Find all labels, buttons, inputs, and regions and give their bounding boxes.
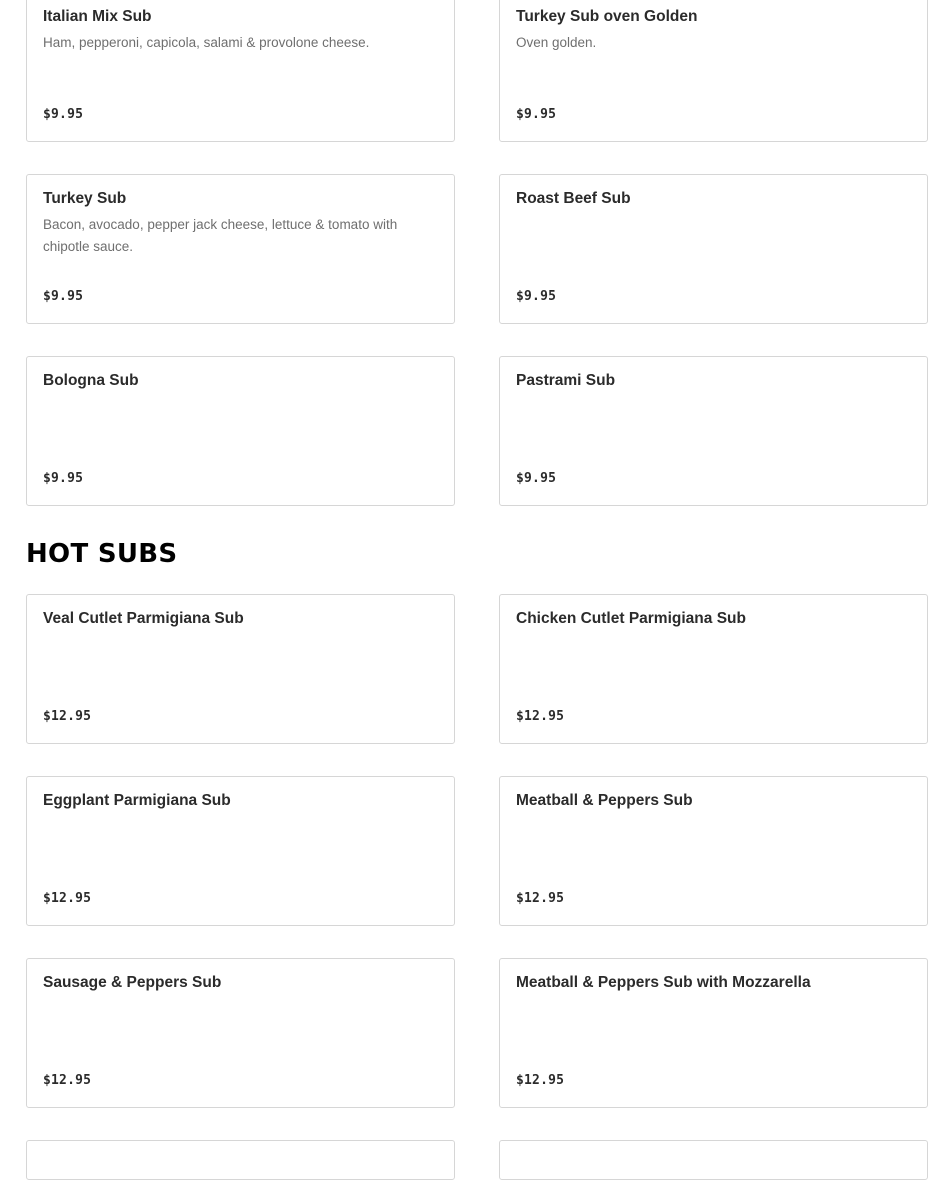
menu-item-name: Eggplant Parmigiana Sub bbox=[43, 792, 231, 809]
menu-item-price: $12.95 bbox=[43, 709, 92, 724]
menu-item-price: $9.95 bbox=[516, 471, 557, 486]
menu-item-price: $12.95 bbox=[516, 1073, 565, 1088]
menu-item-name: Turkey Sub bbox=[43, 190, 127, 207]
menu-item-name: Bologna Sub bbox=[43, 372, 139, 389]
menu-item-card[interactable] bbox=[499, 174, 928, 324]
menu-item-name: Turkey Sub oven Golden bbox=[516, 8, 698, 25]
menu-item-price: $12.95 bbox=[516, 891, 565, 906]
menu-item-card[interactable] bbox=[26, 356, 455, 506]
menu-item-card[interactable] bbox=[499, 958, 928, 1108]
menu-item-name: Meatball & Peppers Sub bbox=[516, 792, 693, 809]
menu-item-card[interactable] bbox=[26, 958, 455, 1108]
menu-item-card[interactable] bbox=[499, 1140, 928, 1180]
menu-item-price: $9.95 bbox=[516, 289, 557, 304]
menu-item-name: Veal Cutlet Parmigiana Sub bbox=[43, 610, 244, 627]
menu-item-name: Sausage & Peppers Sub bbox=[43, 974, 222, 991]
menu-item-price: $9.95 bbox=[43, 289, 84, 304]
menu-item-card[interactable] bbox=[499, 594, 928, 744]
menu-item-price: $9.95 bbox=[516, 107, 557, 122]
menu-item-card[interactable] bbox=[26, 1140, 455, 1180]
menu-item-card[interactable] bbox=[499, 0, 928, 142]
menu-item-name: Meatball & Peppers Sub with Mozzarella bbox=[516, 974, 811, 991]
menu-item-price: $12.95 bbox=[43, 1073, 92, 1088]
menu-item-price: $12.95 bbox=[43, 891, 92, 906]
menu-item-name: Pastrami Sub bbox=[516, 372, 616, 389]
menu-item-grid bbox=[26, 0, 928, 506]
menu-item-name: Italian Mix Sub bbox=[43, 8, 152, 25]
menu-item-description: Oven golden. bbox=[516, 35, 597, 50]
menu-item-card[interactable] bbox=[26, 776, 455, 926]
cold-subs-section bbox=[26, 0, 928, 506]
menu-item-card[interactable] bbox=[26, 594, 455, 744]
hot-subs-section bbox=[26, 594, 928, 1108]
menu-item-grid bbox=[26, 594, 928, 1108]
menu-item-price: $12.95 bbox=[516, 709, 565, 724]
menu-item-name: Chicken Cutlet Parmigiana Sub bbox=[516, 610, 746, 627]
menu-item-card[interactable] bbox=[26, 0, 455, 142]
menu-item-price: $9.95 bbox=[43, 107, 84, 122]
menu-item-description: Bacon, avocado, pepper jack cheese, lettuce & tomato with chipotle sauce. bbox=[43, 217, 398, 254]
menu-item-grid bbox=[26, 1140, 928, 1180]
menu-item-card[interactable] bbox=[26, 174, 455, 324]
menu-item-description: Ham, pepperoni, capicola, salami & provolone cheese. bbox=[43, 35, 370, 50]
section-heading-hot-subs: HOT SUBS bbox=[26, 539, 178, 569]
menu-item-name: Roast Beef Sub bbox=[516, 190, 631, 207]
menu-item-price: $9.95 bbox=[43, 471, 84, 486]
menu-item-card[interactable] bbox=[499, 356, 928, 506]
next-row-peek bbox=[26, 1140, 928, 1180]
menu-item-card[interactable] bbox=[499, 776, 928, 926]
